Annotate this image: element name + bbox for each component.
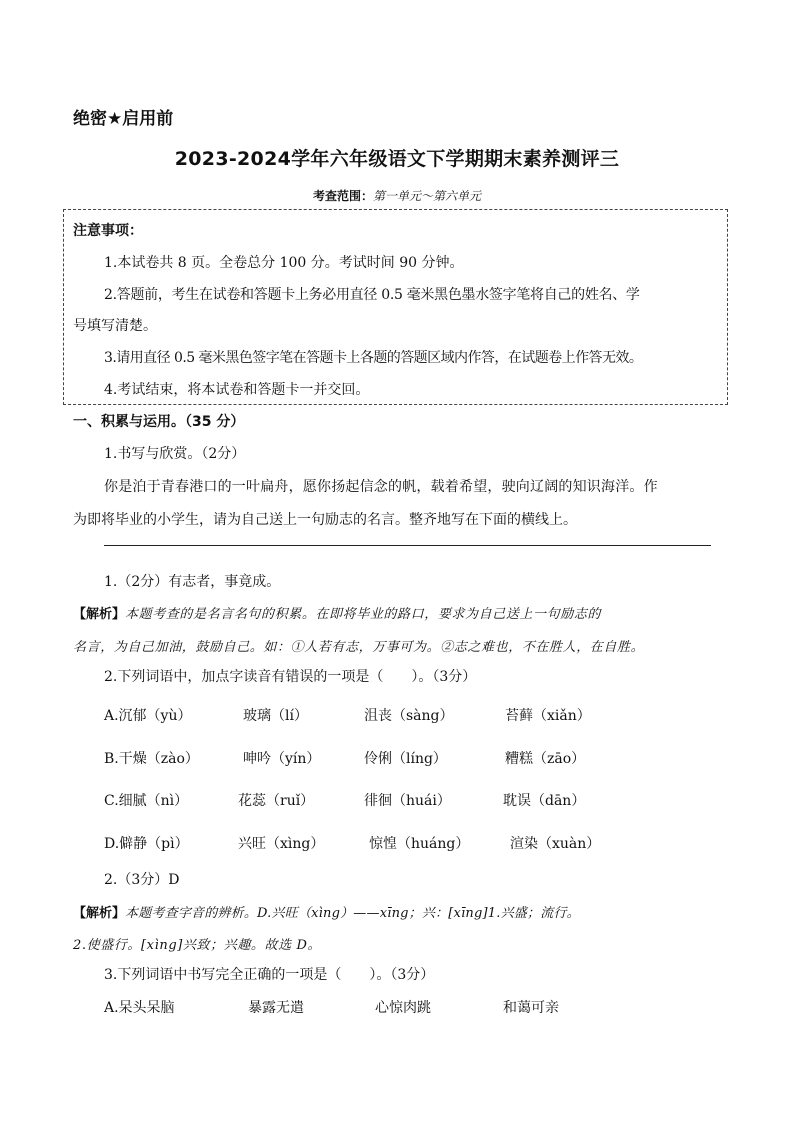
q2-option-c-3: 徘徊（huái） [364, 793, 451, 809]
solution-tag: 【解析】 [73, 906, 126, 921]
notice-item-2-line-1: 2.答题前，考生在试卷和答题卡上务必用直径 0.5 毫米黑色墨水签字笔将自己的姓名、学 [104, 287, 640, 303]
exam-title: 2023-2024学年六年级语文下学期期末素养测评三 [174, 148, 620, 170]
q2-option-a-2: 玻璃（lí） [243, 708, 308, 724]
q2-option-a-3: 沮丧（sàng） [364, 708, 454, 724]
question-3-stem: 3.下列词语中书写完全正确的一项是（ ）。（3分） [104, 967, 435, 983]
section-1-heading: 一、积累与运用。（35 分） [73, 414, 245, 430]
q2-option-a-4: 苔藓（xiǎn） [505, 708, 591, 724]
scope-value: 第一单元～第六单元 [373, 189, 482, 203]
notice-item-2-line-2: 号填写清楚。 [73, 318, 157, 334]
solution-tag: 【解析】 [73, 607, 126, 622]
question-1-text-line-2: 为即将毕业的小学生，请为自己送上一句励志的名言。整齐地写在下面的横线上。 [73, 512, 577, 528]
q2-option-b-4: 糟糕（zāo） [505, 751, 586, 767]
q2-option-c-1: C.细腻（nì） [104, 793, 189, 809]
q2-option-c-2: 花蕊（ruǐ） [238, 793, 315, 809]
notice-item-1: 1.本试卷共 8 页。全卷总分 100 分。考试时间 90 分钟。 [104, 255, 464, 271]
question-1-solution-line-2: 名言，为自己加油，鼓励自己。如：①人若有志，万事可为。②志之难也，不在胜人，在自胜。 [73, 640, 645, 655]
q3-option-a-4: 和蔼可亲 [503, 1000, 559, 1016]
question-1-solution-line-1 [73, 603, 601, 622]
q2-option-b-2: 呻吟（yín） [243, 751, 321, 767]
question-2-solution-line-1 [73, 902, 580, 921]
q2-option-d-3: 惊惶（huáng） [369, 836, 470, 852]
q3-option-a-2: 暴露无遣 [248, 1000, 304, 1016]
question-2-stem: 2.下列词语中，加点字读音有错误的一项是（ ）。（3分） [104, 669, 477, 685]
question-2-solution-line-2: 2.使盛行。[xìng]兴致；兴趣。故选 D。 [73, 938, 322, 953]
notice-item-4: 4.考试结束，将本试卷和答题卡一并交回。 [104, 382, 370, 398]
answer-blank-line [104, 545, 711, 546]
confidential-label: 绝密★启用前 [73, 109, 174, 129]
question-1-answer: 1.（2分）有志者，事竟成。 [104, 574, 281, 590]
q2-option-d-4: 渲染（xuàn） [510, 836, 601, 852]
question-2-answer: 2.（3分）D [104, 872, 180, 888]
solution-text: 本题考查字音的辨析。D.兴旺（xìng）——xīng；兴：[xīng]1.兴盛；流行。 [125, 906, 580, 921]
q2-option-d-1: D.僻静（pì） [104, 836, 189, 852]
q2-option-b-3: 伶俐（líng） [364, 751, 447, 767]
q2-option-c-4: 耽误（dān） [503, 793, 586, 809]
q2-option-d-2: 兴旺（xìng） [238, 836, 325, 852]
q2-option-b-1: B.干燥（zào） [104, 751, 199, 767]
exam-scope [0, 187, 794, 204]
scope-label: 考查范围： [312, 189, 373, 203]
question-1-stem: 1.书写与欣赏。（2分） [104, 446, 246, 462]
q2-option-a-1: A.沉郁（yù） [104, 708, 192, 724]
q3-option-a-3: 心惊肉跳 [375, 1000, 431, 1016]
solution-text: 本题考查的是名言名句的积累。在即将毕业的路口，要求为自己送上一句励志的 [125, 607, 602, 622]
q3-option-a-1: A.呆头呆脑 [104, 1000, 175, 1016]
notice-box [63, 209, 728, 405]
question-1-text-line-1: 你是泊于青春港口的一叶扁舟，愿你扬起信念的帆，载着希望，驶向辽阔的知识海洋。作 [104, 479, 658, 495]
notice-item-3: 3.请用直径 0.5 毫米黑色签字笔在答题卡上各题的答题区域内作答，在试题卷上作答无效。 [104, 350, 643, 366]
notice-heading: 注意事项： [73, 223, 143, 239]
